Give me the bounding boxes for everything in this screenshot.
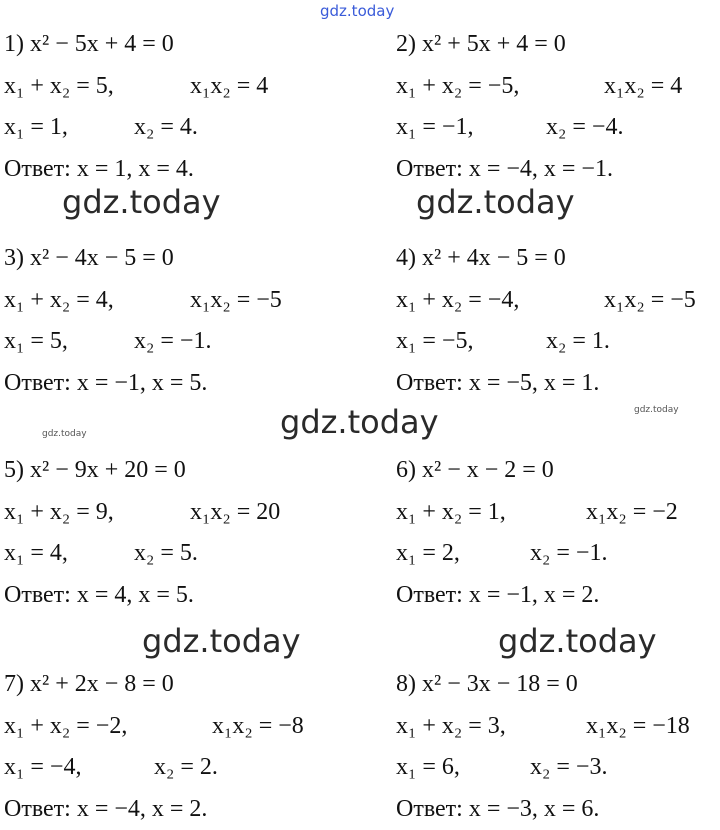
vieta-line xyxy=(4,706,334,748)
answer-label: Ответ: xyxy=(4,149,71,191)
vieta-sum: x₁ + x₂ = 4, xyxy=(4,280,190,322)
vieta-product: x₁x₂ = −2 xyxy=(586,492,678,534)
answer-value: x = 1, x = 4. xyxy=(77,149,194,191)
answer-label: Ответ: xyxy=(396,575,463,617)
root-2: x₂ = 2. xyxy=(154,747,218,789)
problem-3 xyxy=(4,238,334,404)
root-2: x₂ = 5. xyxy=(134,533,198,575)
roots-line xyxy=(4,107,334,149)
roots-line xyxy=(4,321,334,363)
root-1: x₁ = −5, xyxy=(396,321,546,363)
vieta-product: x₁x₂ = −8 xyxy=(212,706,304,748)
vieta-product: x₁x₂ = −5 xyxy=(190,280,282,322)
problem-7 xyxy=(4,664,334,830)
watermark: gdz.today xyxy=(142,625,301,657)
answer-value: x = −1, x = 2. xyxy=(469,575,600,617)
answer-line xyxy=(396,789,718,830)
vieta-product: x₁x₂ = −18 xyxy=(586,706,690,748)
vieta-sum: x₁ + x₂ = 3, xyxy=(396,706,586,748)
vieta-product: x₁x₂ = −5 xyxy=(604,280,696,322)
root-2: x₂ = 4. xyxy=(134,107,198,149)
answer-label: Ответ: xyxy=(4,363,71,405)
roots-line xyxy=(396,321,718,363)
answer-line xyxy=(396,149,718,191)
root-2: x₂ = −4. xyxy=(546,107,623,149)
watermark: gdz.today xyxy=(62,186,221,218)
problem-8 xyxy=(396,664,718,830)
watermark: gdz.today xyxy=(280,406,439,438)
vieta-product: x₁x₂ = 20 xyxy=(190,492,280,534)
vieta-sum: x₁ + x₂ = −2, xyxy=(4,706,212,748)
watermark-small: gdz.today xyxy=(634,406,679,415)
vieta-sum: x₁ + x₂ = −4, xyxy=(396,280,604,322)
root-1: x₁ = −4, xyxy=(4,747,154,789)
problem-4 xyxy=(396,238,718,404)
answer-line xyxy=(4,789,334,830)
equation: 1) x² − 5x + 4 = 0 xyxy=(4,24,334,66)
answer-value: x = −4, x = −1. xyxy=(469,149,613,191)
root-2: x₂ = −1. xyxy=(134,321,211,363)
answer-label: Ответ: xyxy=(396,149,463,191)
vieta-line xyxy=(4,66,334,108)
answer-label: Ответ: xyxy=(4,789,71,830)
vieta-line xyxy=(396,280,718,322)
vieta-sum: x₁ + x₂ = 1, xyxy=(396,492,586,534)
vieta-product: x₁x₂ = 4 xyxy=(604,66,682,108)
roots-line xyxy=(396,747,718,789)
roots-line xyxy=(4,747,334,789)
equation: 4) x² + 4x − 5 = 0 xyxy=(396,238,718,280)
vieta-line xyxy=(396,492,718,534)
answer-value: x = −1, x = 5. xyxy=(77,363,208,405)
watermark-small: gdz.today xyxy=(42,430,87,439)
watermark: gdz.today xyxy=(416,186,575,218)
watermark: gdz.today xyxy=(498,625,657,657)
equation: 3) x² − 4x − 5 = 0 xyxy=(4,238,334,280)
equation: 5) x² − 9x + 20 = 0 xyxy=(4,450,334,492)
roots-line xyxy=(396,533,718,575)
vieta-line xyxy=(4,280,334,322)
equation: 7) x² + 2x − 8 = 0 xyxy=(4,664,334,706)
vieta-sum: x₁ + x₂ = −5, xyxy=(396,66,604,108)
vieta-line xyxy=(396,66,718,108)
answer-label: Ответ: xyxy=(4,575,71,617)
answer-line xyxy=(396,575,718,617)
problem-2 xyxy=(396,24,718,190)
vieta-sum: x₁ + x₂ = 9, xyxy=(4,492,190,534)
problem-5 xyxy=(4,450,334,616)
vieta-line xyxy=(4,492,334,534)
roots-line xyxy=(4,533,334,575)
answer-label: Ответ: xyxy=(396,363,463,405)
answer-value: x = −3, x = 6. xyxy=(469,789,600,830)
equation: 8) x² − 3x − 18 = 0 xyxy=(396,664,718,706)
equation: 6) x² − x − 2 = 0 xyxy=(396,450,718,492)
root-2: x₂ = −1. xyxy=(530,533,607,575)
answer-line xyxy=(4,575,334,617)
root-1: x₁ = 6, xyxy=(396,747,530,789)
answer-value: x = 4, x = 5. xyxy=(77,575,194,617)
answer-line xyxy=(396,363,718,405)
root-1: x₁ = 2, xyxy=(396,533,530,575)
root-1: x₁ = 5, xyxy=(4,321,134,363)
problem-6 xyxy=(396,450,718,616)
root-2: x₂ = −3. xyxy=(530,747,607,789)
root-2: x₂ = 1. xyxy=(546,321,610,363)
vieta-sum: x₁ + x₂ = 5, xyxy=(4,66,190,108)
equation: 2) x² + 5x + 4 = 0 xyxy=(396,24,718,66)
answer-line xyxy=(4,363,334,405)
answer-value: x = −4, x = 2. xyxy=(77,789,208,830)
root-1: x₁ = 4, xyxy=(4,533,134,575)
answer-line xyxy=(4,149,334,191)
root-1: x₁ = 1, xyxy=(4,107,134,149)
answer-value: x = −5, x = 1. xyxy=(469,363,600,405)
root-1: x₁ = −1, xyxy=(396,107,546,149)
vieta-line xyxy=(396,706,718,748)
roots-line xyxy=(396,107,718,149)
problem-1 xyxy=(4,24,334,190)
answer-label: Ответ: xyxy=(396,789,463,830)
vieta-product: x₁x₂ = 4 xyxy=(190,66,268,108)
watermark-top: gdz.today xyxy=(320,4,394,19)
